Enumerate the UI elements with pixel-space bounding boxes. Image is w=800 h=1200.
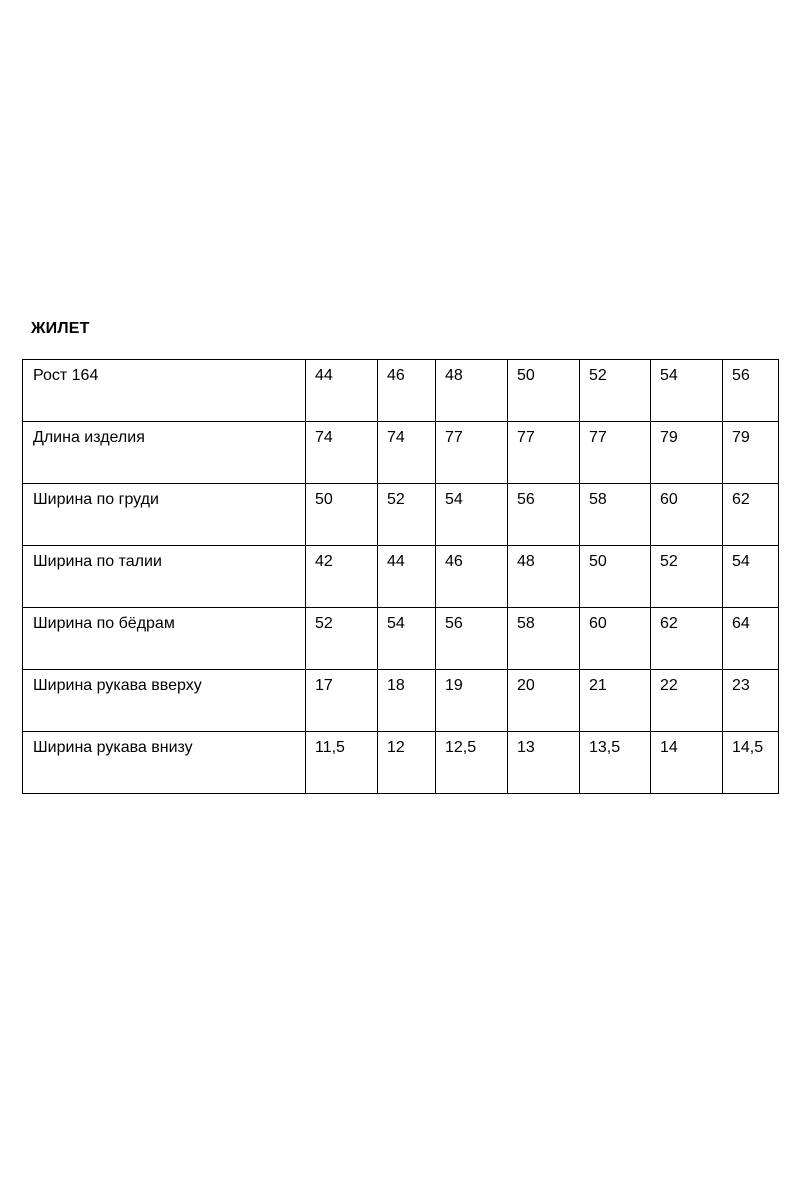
table-cell: 60 (580, 608, 651, 670)
table-cell: 60 (651, 484, 723, 546)
table-cell: 46 (378, 360, 436, 422)
table-cell: 48 (436, 360, 508, 422)
table-row (23, 608, 779, 670)
table-cell: 44 (306, 360, 378, 422)
table-cell: 77 (436, 422, 508, 484)
table-row (23, 670, 779, 732)
table-cell: 12 (378, 732, 436, 794)
table-cell: 56 (508, 484, 580, 546)
table-row (23, 732, 779, 794)
row-label: Ширина по бёдрам (23, 608, 306, 670)
row-label: Ширина рукава вверху (23, 670, 306, 732)
table-cell: 62 (723, 484, 779, 546)
table-row (23, 360, 779, 422)
table-cell: 14,5 (723, 732, 779, 794)
table-cell: 54 (436, 484, 508, 546)
table-cell: 23 (723, 670, 779, 732)
size-table-body (23, 360, 779, 794)
table-cell: 46 (436, 546, 508, 608)
table-cell: 74 (306, 422, 378, 484)
table-cell: 11,5 (306, 732, 378, 794)
table-cell: 52 (580, 360, 651, 422)
table-cell: 54 (723, 546, 779, 608)
page-title: ЖИЛЕТ (31, 320, 90, 337)
table-cell: 50 (306, 484, 378, 546)
table-cell: 12,5 (436, 732, 508, 794)
table-cell: 58 (508, 608, 580, 670)
table-cell: 20 (508, 670, 580, 732)
table-cell: 54 (651, 360, 723, 422)
row-label: Длина изделия (23, 422, 306, 484)
table-cell: 19 (436, 670, 508, 732)
row-label: Ширина рукава внизу (23, 732, 306, 794)
table-cell: 77 (508, 422, 580, 484)
size-table (22, 359, 779, 794)
table-cell: 64 (723, 608, 779, 670)
table-row (23, 546, 779, 608)
table-cell: 79 (651, 422, 723, 484)
table-cell: 56 (436, 608, 508, 670)
table-cell: 42 (306, 546, 378, 608)
table-cell: 52 (306, 608, 378, 670)
table-cell: 74 (378, 422, 436, 484)
row-label: Рост 164 (23, 360, 306, 422)
table-cell: 54 (378, 608, 436, 670)
table-cell: 62 (651, 608, 723, 670)
table-row (23, 484, 779, 546)
table-cell: 50 (580, 546, 651, 608)
table-cell: 52 (378, 484, 436, 546)
table-row (23, 422, 779, 484)
table-cell: 14 (651, 732, 723, 794)
table-cell: 22 (651, 670, 723, 732)
table-cell: 21 (580, 670, 651, 732)
table-cell: 17 (306, 670, 378, 732)
table-cell: 52 (651, 546, 723, 608)
row-label: Ширина по талии (23, 546, 306, 608)
table-cell: 13,5 (580, 732, 651, 794)
table-cell: 77 (580, 422, 651, 484)
table-cell: 48 (508, 546, 580, 608)
row-label: Ширина по груди (23, 484, 306, 546)
table-cell: 44 (378, 546, 436, 608)
table-cell: 58 (580, 484, 651, 546)
table-cell: 18 (378, 670, 436, 732)
table-cell: 50 (508, 360, 580, 422)
table-cell: 13 (508, 732, 580, 794)
table-cell: 79 (723, 422, 779, 484)
table-cell: 56 (723, 360, 779, 422)
